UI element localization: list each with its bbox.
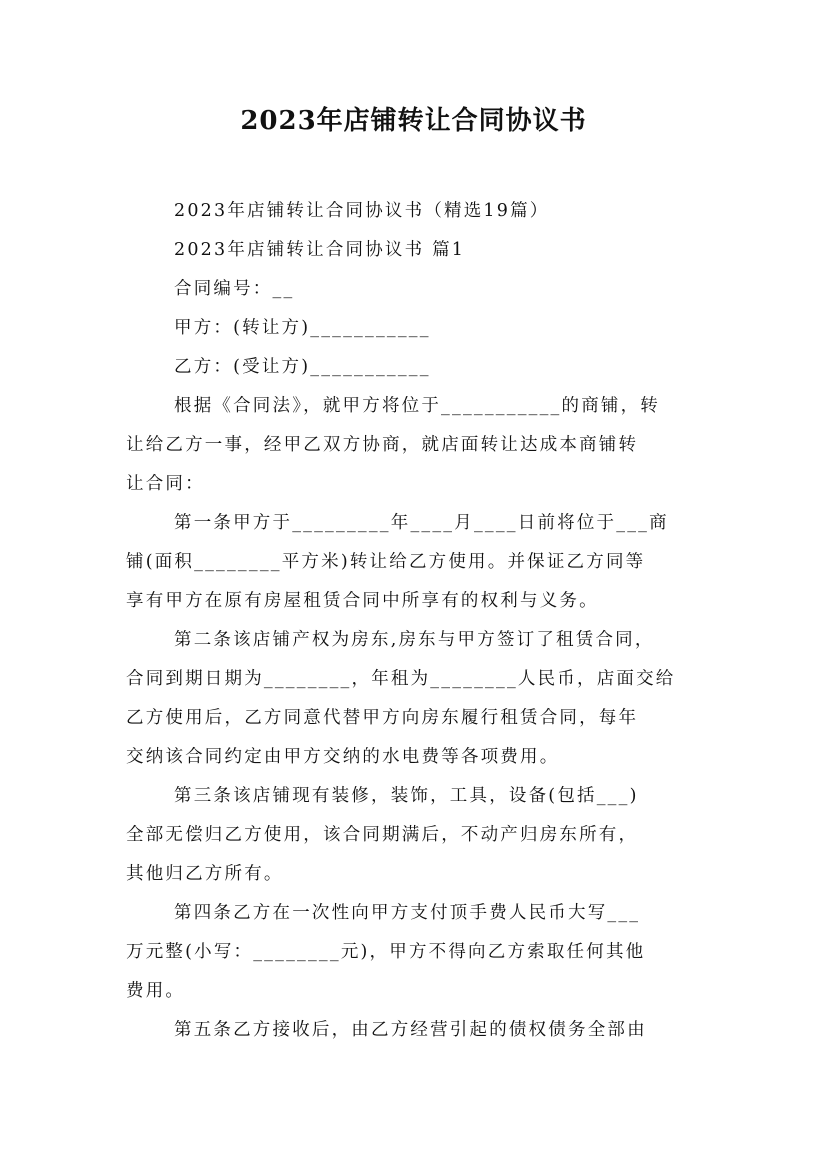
text-line: 铺(面积________平方米)转让给乙方使用。并保证乙方同等 [126, 552, 646, 572]
text-line: 第二条该店铺产权为房东,房东与甲方签订了租赁合同， [174, 630, 655, 650]
text-line: 费用。 [126, 981, 186, 1001]
text-line: 第三条该店铺现有装修，装饰，工具，设备(包括___) [174, 786, 639, 806]
text-line: 让合同： [126, 474, 205, 494]
text-line: 全部无偿归乙方使用，该合同期满后，不动产归房东所有， [126, 825, 639, 845]
text-line: 第四条乙方在一次性向甲方支付顶手费人民币大写___ [174, 903, 641, 923]
text-line: 第一条甲方于_________年____月____日前将位于___商 [174, 513, 669, 533]
text-line: 乙方：(受让方)___________ [174, 357, 431, 377]
document-body [126, 192, 714, 1050]
text-line: 甲方：(转让方)___________ [174, 318, 431, 338]
text-line: 根据《合同法》，就甲方将位于___________的商铺，转 [174, 396, 660, 416]
text-line: 合同到期日期为________，年租为________人民币，店面交给 [126, 669, 676, 689]
text-line: 合同编号：__ [174, 279, 295, 299]
text-line: 让给乙方一事，经甲乙双方协商，就店面转让达成本商铺转 [126, 435, 639, 455]
text-line: 2023年店铺转让合同协议书（精选19篇） [174, 201, 550, 221]
text-line: 乙方使用后，乙方同意代替甲方向房东履行租赁合同，每年 [126, 708, 639, 728]
document-title: 2023年店铺转让合同协议书 [240, 106, 587, 136]
text-line: 其他归乙方所有。 [126, 864, 284, 884]
text-line: 2023年店铺转让合同协议书 篇1 [174, 240, 466, 260]
text-line: 交纳该合同约定由甲方交纳的水电费等各项费用。 [126, 747, 560, 767]
text-line: 万元整(小写：________元)，甲方不得向乙方索取任何其他 [126, 942, 646, 962]
text-line: 享有甲方在原有房屋租赁合同中所享有的权利与义务。 [126, 591, 599, 611]
text-line: 第五条乙方接收后，由乙方经营引起的债权债务全部由 [174, 1020, 647, 1040]
